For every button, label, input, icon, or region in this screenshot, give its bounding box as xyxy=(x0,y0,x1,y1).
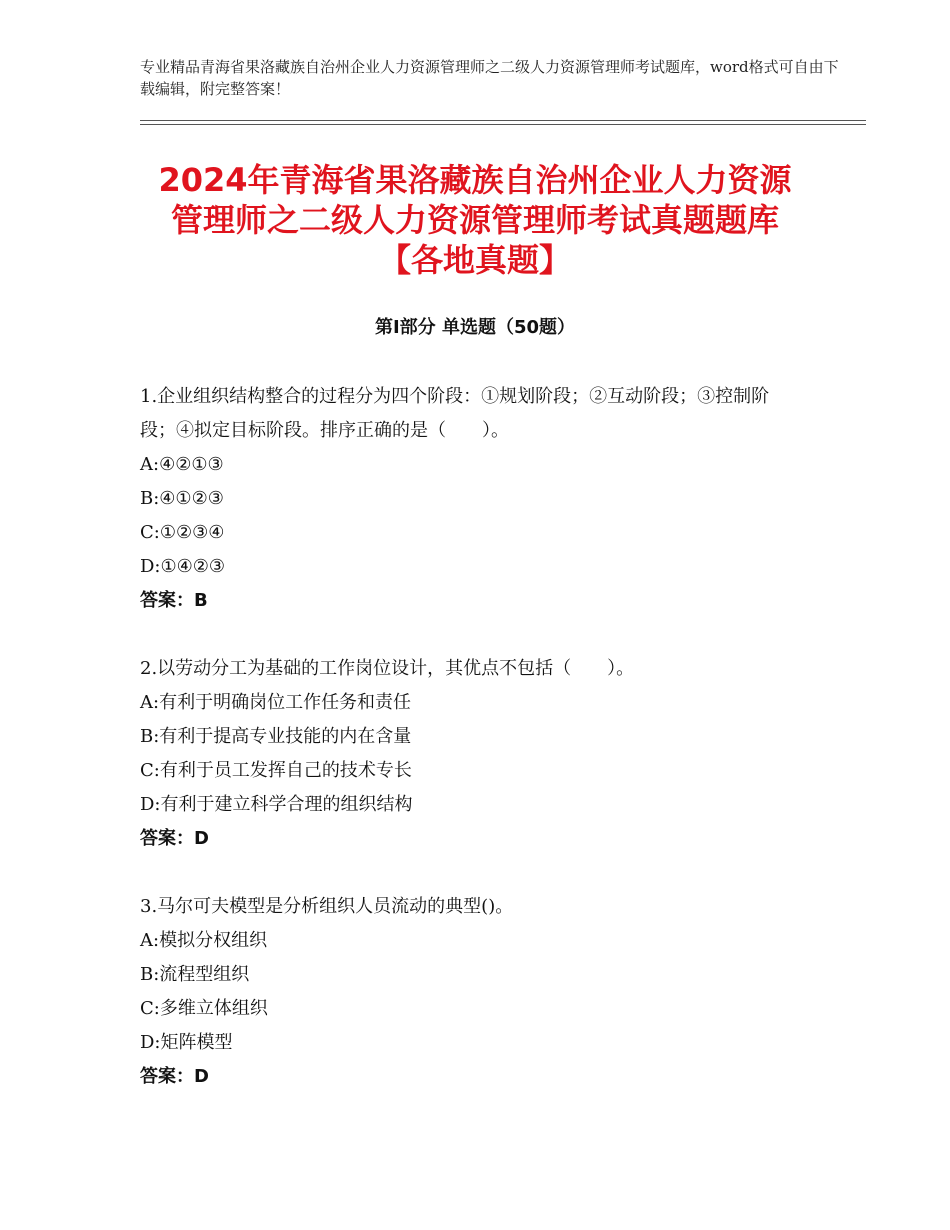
option-d: D:矩阵模型 xyxy=(140,1032,233,1053)
section-heading: 第Ⅰ部分 单选题（50题） xyxy=(374,317,575,338)
question-2 xyxy=(140,652,800,856)
option-c: C:多维立体组织 xyxy=(140,998,268,1019)
question-1 xyxy=(140,380,800,618)
option-d: D:①④②③ xyxy=(140,556,226,577)
answer: 答案：D xyxy=(140,828,209,849)
answer: 答案：B xyxy=(140,590,208,611)
document-title xyxy=(100,160,850,280)
option-d: D:有利于建立科学合理的组织结构 xyxy=(140,794,413,815)
title-line-3: 【各地真题】 xyxy=(378,241,571,279)
question-3 xyxy=(140,890,800,1094)
title-line-2: 管理师之二级人力资源管理师考试真题题库 xyxy=(170,201,779,239)
answer: 答案：D xyxy=(140,1066,209,1087)
option-b: B:④①②③ xyxy=(140,488,224,509)
question-list xyxy=(140,380,800,1128)
option-c: C:有利于员工发挥自己的技术专长 xyxy=(140,760,412,781)
option-a: A:④②①③ xyxy=(140,454,224,475)
header-divider xyxy=(140,120,866,125)
title-line-1: 2024年青海省果洛藏族自治州企业人力资源 xyxy=(158,161,792,199)
option-c: C:①②③④ xyxy=(140,522,225,543)
header-note: 专业精品青海省果洛藏族自治州企业人力资源管理师之二级人力资源管理师考试题库，word格式可自由下载编辑，附完整答案！ xyxy=(140,58,839,98)
question-stem: 3.马尔可夫模型是分析组织人员流动的典型()。 xyxy=(140,896,514,917)
question-stem: 1.企业组织结构整合的过程分为四个阶段：①规划阶段；②互动阶段；③控制阶段；④拟定目标阶段。排序正确的是（ ）。 xyxy=(140,386,770,441)
option-b: B:有利于提高专业技能的内在含量 xyxy=(140,726,412,747)
question-stem: 2.以劳动分工为基础的工作岗位设计，其优点不包括（ ）。 xyxy=(140,658,635,679)
option-a: A:有利于明确岗位工作任务和责任 xyxy=(140,692,412,713)
option-b: B:流程型组织 xyxy=(140,964,250,985)
option-a: A:模拟分权组织 xyxy=(140,930,268,951)
